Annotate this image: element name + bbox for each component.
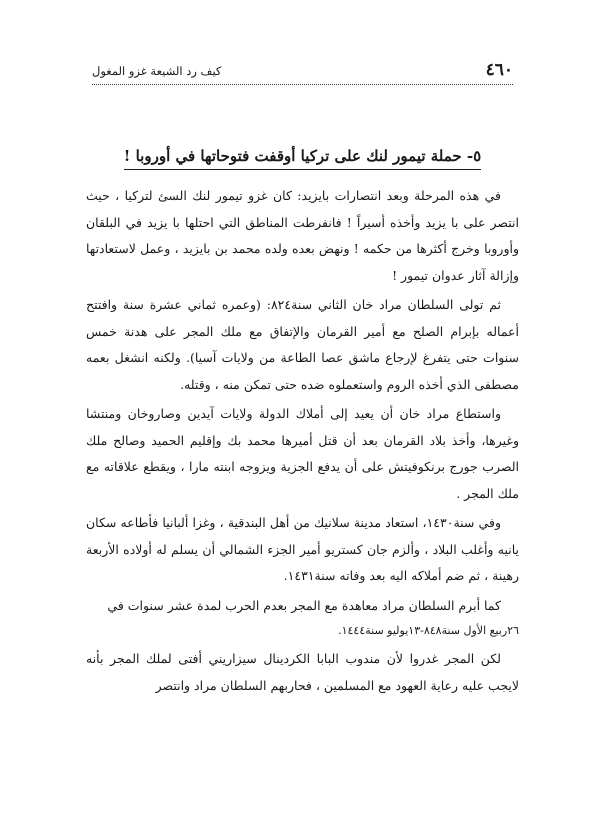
paragraph: واستطاع مراد خان أن يعيد إلى أملاك الدولة ولايات آيدين وصاروخان ومنتشا وغيرها، وأخذ بلاد القرمان بعد أن قتل أميرها محمد بك وإقليم الحميد وصالح ملك الصرب جورج برنكوفيتش على أن يدفع الجزية ويزوجه ابنته مارا ، ويقطع علاقاته مع ملك المجر . bbox=[86, 406, 519, 501]
paragraph: لكن المجر غدروا لأن مندوب البابا الكردينال سيزاريني أفتى لملك المجر بأنه لايجب عليه رعاية العهود مع المسلمين ، فحاربهم السلطان مراد وانتصر bbox=[86, 651, 519, 693]
section-title-text: ٥- حملة تيمور لنك على تركيا أوقفت فتوحاتها في أوروبا ! bbox=[124, 147, 481, 170]
paragraph: ثم تولى السلطان مراد خان الثاني سنة٨٢٤: (وعمره ثماني عشرة سنة وافتتح أعماله بإبرام الصلح مع أمير القرمان والإتفاق مع ملك المجر على هدنة خمس سنوات حتى يتفرغ لإرجاع ماشق عصا الطاعة من ولايات آسيا). ولكنه انشغل بعمه مصطفى الذي أخذه الروم واستعملوه ضده حتى تمكن منه ، وقتله. bbox=[86, 297, 519, 392]
running-title: كيف رد الشيعة غزو المغول bbox=[92, 64, 222, 78]
page-number: ٤٦٠ bbox=[485, 60, 513, 80]
paragraph: في هذه المرحلة وبعد انتصارات بايزيد: كان غزو تيمور لنك السئ لتركيا ، حيث انتصر على با يزيد وأخذه أسيراً ! فانفرطت المناطق التي احتلها با يزيد في البلقان وأوروبا وخرج أكثرها من حكمه ! ونهض بعده ولده محمد بن بايزيد ، وعمل لاستعادتها وإزالة آثار عدوان تيمور ! bbox=[86, 188, 519, 283]
body-text bbox=[86, 183, 519, 702]
date-line: ٢٦ربيع الأول سنة٨٤٨-١٣يوليو سنة١٤٤٤. bbox=[338, 624, 519, 637]
paragraph: كما أبرم السلطان مراد معاهدة مع المجر بعدم الحرب لمدة عشر سنوات في bbox=[107, 597, 501, 613]
section-title bbox=[0, 146, 605, 170]
paragraph: وفي سنة١٤٣٠، استعاد مدينة سلانيك من أهل البندقية ، وغزا ألبانيا فأطاعه سكان يانيه وأغلب البلاد ، وألزم جان كستريو أمير الجزء الشمالي أن يسلم له أولاده الأربعة رهينة ، ثم ضم أملاكه اليه بعد وفاته سنة١٤٣١. bbox=[86, 515, 519, 583]
page-header bbox=[92, 60, 513, 85]
